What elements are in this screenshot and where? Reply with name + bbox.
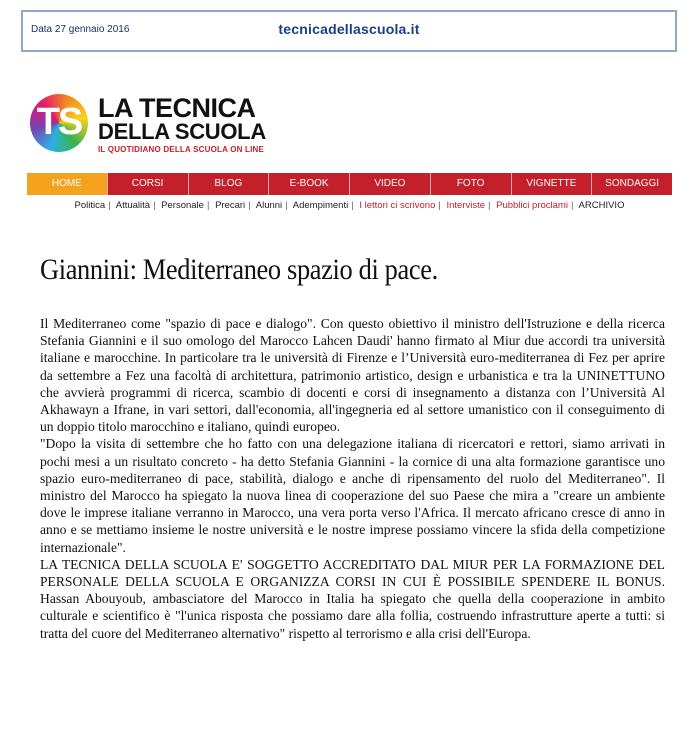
logo-monogram-icon: TS [30, 94, 88, 152]
clipping-date: Data 27 gennaio 2016 [31, 24, 130, 35]
subnav-separator: | [108, 200, 111, 211]
subnav-lettori[interactable]: I lettori ci scrivono [359, 200, 436, 211]
subnav-attualita[interactable]: Attualità [115, 200, 151, 211]
subnav-separator: | [206, 200, 210, 211]
subnav-pubblici-proclami[interactable]: Pubblici proclami [496, 200, 568, 211]
nav-item-ebook[interactable]: E-BOOK [269, 173, 350, 195]
subnav-archivio[interactable]: ARCHIVIO [578, 200, 625, 211]
nav-item-sondaggi[interactable]: SONDAGGI [592, 173, 672, 195]
subnav-separator: | [488, 200, 491, 211]
site-logo[interactable] [30, 94, 330, 160]
article-paragraph: LA TECNICA DELLA SCUOLA E' SOGGETTO ACCREDITATO DAL MIUR PER LA FORMAZIONE DEL PERSONALE DELLA SCUOLA E ORGANIZZA CORSI IN CUI È POSSIBILE SPENDERE IL BONUS. Hassan Abouyoub, ambasciatore del Marocco in Italia ha spiegato che quella della cooperazione in ambito culturale e scientifico è "l'unica risposta che possiamo dare alla follia, costruendo infrastrutture aperte a tutti: si tratta del cuore del Mediterraneo alternativo" rispetto al terrorismo e alla crisi dell'Europa. [40, 556, 665, 641]
subnav-separator: | [153, 200, 156, 211]
logo-title-line2: DELLA SCUOLA [98, 119, 266, 144]
sub-nav [27, 200, 672, 211]
article-paragraph: Il Mediterraneo come "spazio di pace e dialogo". Con questo obiettivo il ministro dell'Istruzione e della ricerca Stefania Giannini e il suo omologo del Marocco Lahcen Daudi' hanno firmato al Miur due accordi tra università italiane e marocchine. In particolare tra le università di Firenze e l’Università euro-mediterranea di Fez per aprire da settembre a Fez una facoltà di architettura, patrimonio artistico, design e urbanistica e tra la UNINETTUNO che avvierà programmi di ricerca, scambio di docenti e corsi di insegnamento a distanza con l’Università Al Akhawayn a Ifrane, in vari settori, dall'economia, all'ingegneria ed al settore umanistico con il conseguimento di un doppio titolo marocchino e italiano, quindi europeo. [40, 316, 665, 435]
clipping-header [21, 10, 677, 52]
subnav-separator: | [351, 200, 354, 211]
logo-tagline: IL QUOTIDIANO DELLA SCUOLA ON LINE [98, 145, 265, 154]
subnav-adempimenti[interactable]: Adempimenti [292, 200, 349, 211]
subnav-separator: | [438, 200, 441, 211]
subnav-interviste[interactable]: Interviste [446, 200, 486, 211]
article-body [40, 315, 665, 642]
nav-item-blog[interactable]: BLOG [189, 173, 270, 195]
nav-item-vignette[interactable]: VIGNETTE [512, 173, 593, 195]
subnav-precari[interactable]: Precari [215, 200, 246, 211]
nav-item-video[interactable]: VIDEO [350, 173, 431, 195]
article-paragraph: "Dopo la visita di settembre che ho fatto con una delegazione italiana di ricercatori e rettori, siamo arrivati in pochi mesi a un risultato concreto - ha detto Stefania Giannini - la cornice di una alta formazione garantisce uno spazio euro-mediterraneo di pace, stabilità, dialogo e anche di ripensamento del ruolo del Mediterraneo". Il ministro del Marocco ha spiegato la nuova linea di cooperazione del suo Paese che mira a "creare un ambiente dove le imprese italiane verranno in Marocco, una vera porta verso l'Africa. Il mercato africano cresce di anno in anno e se mettiamo insieme le nostre università e le nostre imprese possiamo vincere la sfida della competizione internazionale". [40, 436, 665, 555]
subnav-personale[interactable]: Personale [161, 200, 204, 211]
source-site[interactable]: tecnicadellascuola.it [278, 21, 420, 37]
subnav-separator: | [248, 200, 251, 211]
main-nav [27, 173, 672, 195]
subnav-separator: | [285, 200, 288, 211]
logo-title-line1: LA TECNICA [98, 93, 256, 123]
nav-item-home[interactable]: HOME [27, 173, 108, 195]
nav-item-foto[interactable]: FOTO [431, 173, 512, 195]
nav-item-corsi[interactable]: CORSI [108, 173, 189, 195]
subnav-politica[interactable]: Politica [74, 200, 106, 211]
subnav-separator: | [570, 200, 574, 211]
article-title: Giannini: Mediterraneo spazio di pace. [40, 253, 438, 286]
subnav-alunni[interactable]: Alunni [255, 200, 283, 211]
